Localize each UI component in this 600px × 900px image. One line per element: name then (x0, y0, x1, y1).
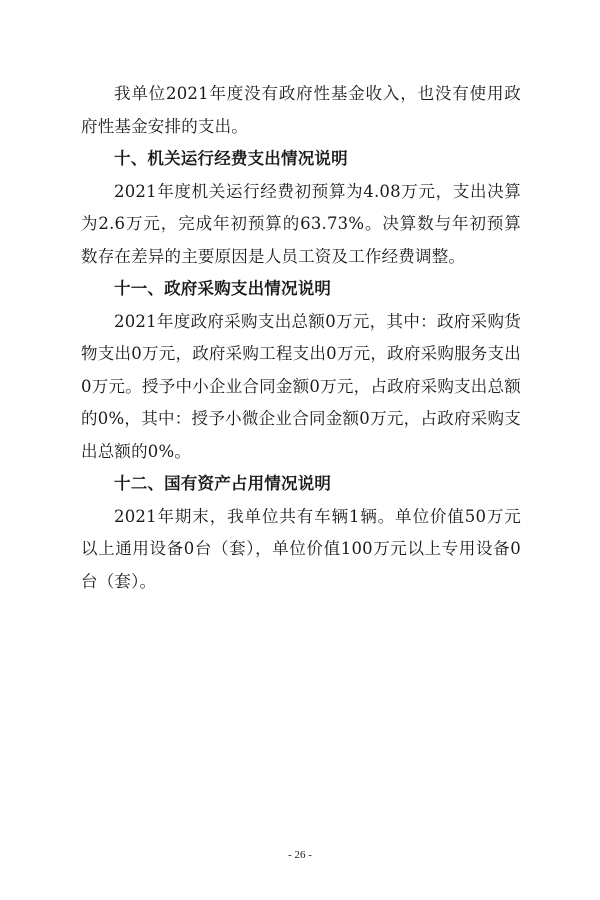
section-heading-operating-expenses: 十、机关运行经费支出情况说明 (114, 149, 348, 168)
document-body (81, 78, 521, 598)
section-heading-state-assets: 十二、国有资产占用情况说明 (114, 474, 332, 493)
page-number: - 26 - (288, 849, 312, 861)
intro-paragraph: 我单位2021年度没有政府性基金收入，也没有使用政府性基金安排的支出。 (81, 84, 521, 136)
section-heading-government-procurement: 十一、政府采购支出情况说明 (114, 279, 332, 298)
section-paragraph-operating-expenses: 2021年度机关运行经费初预算为4.08万元，支出决算为2.6万元，完成年初预算的63.73%。决算数与年初预算数存在差异的主要原因是人员工资及工作经费调整。 (81, 181, 521, 266)
section-paragraph-government-procurement: 2021年度政府采购支出总额0万元，其中：政府采购货物支出0万元，政府采购工程支出0万元，政府采购服务支出0万元。授予中小企业合同金额0万元，占政府采购支出总额的0%，其中：授予小微企业合同金额0万元，占政府采购支出总额的0%。 (81, 311, 521, 461)
section-paragraph-state-assets: 2021年期末，我单位共有车辆1辆。单位价值50万元以上通用设备0台（套），单位价值100万元以上专用设备0台（套）。 (81, 506, 521, 591)
